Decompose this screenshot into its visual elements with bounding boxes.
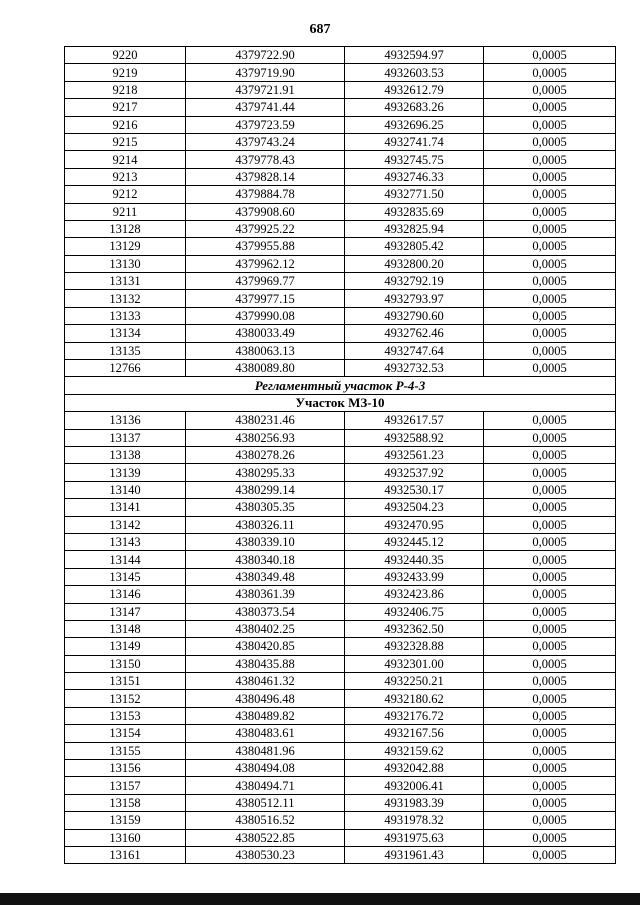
tolerance-cell: 0,0005	[484, 220, 616, 237]
x-coordinate-cell: 4380402.25	[186, 620, 345, 637]
point-number-cell: 13145	[65, 568, 186, 585]
y-coordinate-cell: 4932006.41	[345, 777, 484, 794]
tolerance-cell: 0,0005	[484, 794, 616, 811]
x-coordinate-cell: 4380435.88	[186, 655, 345, 672]
point-number-cell: 9213	[65, 168, 186, 185]
tolerance-cell: 0,0005	[484, 64, 616, 81]
x-coordinate-cell: 4380033.49	[186, 325, 345, 342]
subsection-title: Участок МЗ-10	[65, 394, 616, 411]
x-coordinate-cell: 4380305.35	[186, 499, 345, 516]
subsection-title-row	[65, 394, 616, 411]
tolerance-cell: 0,0005	[484, 81, 616, 98]
table-row	[65, 203, 616, 220]
point-number-cell: 13152	[65, 690, 186, 707]
table-row	[65, 481, 616, 498]
table-row	[65, 846, 616, 863]
y-coordinate-cell: 4932792.19	[345, 273, 484, 290]
x-coordinate-cell: 4380483.61	[186, 725, 345, 742]
section-title-row	[65, 377, 616, 394]
x-coordinate-cell: 4379962.12	[186, 255, 345, 272]
y-coordinate-cell: 4932594.97	[345, 47, 484, 64]
tolerance-cell: 0,0005	[484, 168, 616, 185]
point-number-cell: 13150	[65, 655, 186, 672]
table-row	[65, 603, 616, 620]
point-number-cell: 13138	[65, 446, 186, 463]
table-row	[65, 238, 616, 255]
x-coordinate-cell: 4379722.90	[186, 47, 345, 64]
x-coordinate-cell: 4380522.85	[186, 829, 345, 846]
point-number-cell: 13137	[65, 429, 186, 446]
section-header-group	[65, 377, 616, 412]
table-row	[65, 220, 616, 237]
table-row	[65, 99, 616, 116]
table-row	[65, 673, 616, 690]
y-coordinate-cell: 4932561.23	[345, 446, 484, 463]
y-coordinate-cell: 4932362.50	[345, 620, 484, 637]
point-number-cell: 13149	[65, 638, 186, 655]
y-coordinate-cell: 4932741.74	[345, 133, 484, 150]
tolerance-cell: 0,0005	[484, 186, 616, 203]
point-number-cell: 9217	[65, 99, 186, 116]
y-coordinate-cell: 4932445.12	[345, 533, 484, 550]
tolerance-cell: 0,0005	[484, 568, 616, 585]
table-row	[65, 81, 616, 98]
x-coordinate-cell: 4380489.82	[186, 707, 345, 724]
tolerance-cell: 0,0005	[484, 690, 616, 707]
table-row	[65, 168, 616, 185]
point-number-cell: 13148	[65, 620, 186, 637]
tolerance-cell: 0,0005	[484, 238, 616, 255]
table-row	[65, 360, 616, 377]
table-row	[65, 446, 616, 463]
y-coordinate-cell: 4932747.64	[345, 342, 484, 359]
x-coordinate-cell: 4379719.90	[186, 64, 345, 81]
y-coordinate-cell: 4932470.95	[345, 516, 484, 533]
x-coordinate-cell: 4380295.33	[186, 464, 345, 481]
y-coordinate-cell: 4932617.57	[345, 412, 484, 429]
y-coordinate-cell: 4932745.75	[345, 151, 484, 168]
y-coordinate-cell: 4931978.32	[345, 812, 484, 829]
point-number-cell: 13129	[65, 238, 186, 255]
tolerance-cell: 0,0005	[484, 742, 616, 759]
y-coordinate-cell: 4932301.00	[345, 655, 484, 672]
table-row	[65, 464, 616, 481]
x-coordinate-cell: 4380494.71	[186, 777, 345, 794]
y-coordinate-cell: 4932176.72	[345, 707, 484, 724]
table-row	[65, 516, 616, 533]
tolerance-cell: 0,0005	[484, 99, 616, 116]
y-coordinate-cell: 4932440.35	[345, 551, 484, 568]
point-number-cell: 13128	[65, 220, 186, 237]
point-number-cell: 13154	[65, 725, 186, 742]
x-coordinate-cell: 4380461.32	[186, 673, 345, 690]
page-number: 687	[309, 22, 331, 37]
table-row	[65, 690, 616, 707]
x-coordinate-cell: 4379908.60	[186, 203, 345, 220]
point-number-cell: 9216	[65, 116, 186, 133]
tolerance-cell: 0,0005	[484, 307, 616, 324]
tolerance-cell: 0,0005	[484, 481, 616, 498]
table-row	[65, 829, 616, 846]
x-coordinate-cell: 4380089.80	[186, 360, 345, 377]
tolerance-cell: 0,0005	[484, 412, 616, 429]
x-coordinate-cell: 4380420.85	[186, 638, 345, 655]
tolerance-cell: 0,0005	[484, 342, 616, 359]
x-coordinate-cell: 4380516.52	[186, 812, 345, 829]
x-coordinate-cell: 4380339.10	[186, 533, 345, 550]
table-row	[65, 777, 616, 794]
table-row	[65, 742, 616, 759]
tolerance-cell: 0,0005	[484, 673, 616, 690]
y-coordinate-cell: 4932250.21	[345, 673, 484, 690]
point-number-cell: 13132	[65, 290, 186, 307]
tolerance-cell: 0,0005	[484, 725, 616, 742]
y-coordinate-cell: 4931975.63	[345, 829, 484, 846]
tolerance-cell: 0,0005	[484, 586, 616, 603]
table-row	[65, 499, 616, 516]
table-row	[65, 151, 616, 168]
tolerance-cell: 0,0005	[484, 499, 616, 516]
x-coordinate-cell: 4380326.11	[186, 516, 345, 533]
point-number-cell: 13143	[65, 533, 186, 550]
y-coordinate-cell: 4932746.33	[345, 168, 484, 185]
y-coordinate-cell: 4932433.99	[345, 568, 484, 585]
x-coordinate-cell: 4380349.48	[186, 568, 345, 585]
table-row	[65, 551, 616, 568]
point-number-cell: 13153	[65, 707, 186, 724]
point-number-cell: 13140	[65, 481, 186, 498]
y-coordinate-cell: 4932504.23	[345, 499, 484, 516]
tolerance-cell: 0,0005	[484, 273, 616, 290]
table-row	[65, 412, 616, 429]
x-coordinate-cell: 4379925.22	[186, 220, 345, 237]
point-number-cell: 13135	[65, 342, 186, 359]
point-number-cell: 13156	[65, 760, 186, 777]
table-body-bottom	[65, 412, 616, 864]
table-row	[65, 707, 616, 724]
table-row	[65, 307, 616, 324]
table-row	[65, 133, 616, 150]
point-number-cell: 9214	[65, 151, 186, 168]
tolerance-cell: 0,0005	[484, 516, 616, 533]
point-number-cell: 9219	[65, 64, 186, 81]
tolerance-cell: 0,0005	[484, 429, 616, 446]
x-coordinate-cell: 4380530.23	[186, 846, 345, 863]
scan-edge-bar	[0, 893, 640, 905]
tolerance-cell: 0,0005	[484, 360, 616, 377]
tolerance-cell: 0,0005	[484, 133, 616, 150]
table-row	[65, 568, 616, 585]
table-row	[65, 429, 616, 446]
point-number-cell: 13141	[65, 499, 186, 516]
x-coordinate-cell: 4379828.14	[186, 168, 345, 185]
x-coordinate-cell: 4380299.14	[186, 481, 345, 498]
x-coordinate-cell: 4380256.93	[186, 429, 345, 446]
y-coordinate-cell: 4932696.25	[345, 116, 484, 133]
table-row	[65, 342, 616, 359]
tolerance-cell: 0,0005	[484, 551, 616, 568]
x-coordinate-cell: 4379778.43	[186, 151, 345, 168]
y-coordinate-cell: 4932328.88	[345, 638, 484, 655]
y-coordinate-cell: 4932612.79	[345, 81, 484, 98]
point-number-cell: 13134	[65, 325, 186, 342]
tolerance-cell: 0,0005	[484, 829, 616, 846]
tolerance-cell: 0,0005	[484, 151, 616, 168]
table-row	[65, 186, 616, 203]
coordinates-table	[64, 46, 616, 864]
point-number-cell: 9218	[65, 81, 186, 98]
table-row	[65, 47, 616, 64]
table-row	[65, 533, 616, 550]
y-coordinate-cell: 4932793.97	[345, 290, 484, 307]
tolerance-cell: 0,0005	[484, 620, 616, 637]
y-coordinate-cell: 4932732.53	[345, 360, 484, 377]
tolerance-cell: 0,0005	[484, 846, 616, 863]
table-row	[65, 655, 616, 672]
table-row	[65, 812, 616, 829]
x-coordinate-cell: 4379721.91	[186, 81, 345, 98]
point-number-cell: 9215	[65, 133, 186, 150]
point-number-cell: 13133	[65, 307, 186, 324]
y-coordinate-cell: 4932167.56	[345, 725, 484, 742]
tolerance-cell: 0,0005	[484, 446, 616, 463]
x-coordinate-cell: 4380481.96	[186, 742, 345, 759]
table-row	[65, 794, 616, 811]
x-coordinate-cell: 4380494.08	[186, 760, 345, 777]
table-row	[65, 760, 616, 777]
y-coordinate-cell: 4932683.26	[345, 99, 484, 116]
tolerance-cell: 0,0005	[484, 47, 616, 64]
tolerance-cell: 0,0005	[484, 707, 616, 724]
x-coordinate-cell: 4380512.11	[186, 794, 345, 811]
y-coordinate-cell: 4932800.20	[345, 255, 484, 272]
table-row	[65, 64, 616, 81]
x-coordinate-cell: 4379741.44	[186, 99, 345, 116]
tolerance-cell: 0,0005	[484, 777, 616, 794]
point-number-cell: 13131	[65, 273, 186, 290]
table-row	[65, 620, 616, 637]
tolerance-cell: 0,0005	[484, 533, 616, 550]
point-number-cell: 13158	[65, 794, 186, 811]
y-coordinate-cell: 4931961.43	[345, 846, 484, 863]
point-number-cell: 13136	[65, 412, 186, 429]
section-title	[65, 377, 616, 394]
point-number-cell: 13147	[65, 603, 186, 620]
y-coordinate-cell: 4932180.62	[345, 690, 484, 707]
tolerance-cell: 0,0005	[484, 290, 616, 307]
table-row	[65, 586, 616, 603]
y-coordinate-cell: 4932805.42	[345, 238, 484, 255]
point-number-cell: 13161	[65, 846, 186, 863]
y-coordinate-cell: 4932530.17	[345, 481, 484, 498]
tolerance-cell: 0,0005	[484, 325, 616, 342]
table-row	[65, 638, 616, 655]
y-coordinate-cell: 4932762.46	[345, 325, 484, 342]
y-coordinate-cell: 4932825.94	[345, 220, 484, 237]
tolerance-cell: 0,0005	[484, 812, 616, 829]
point-number-cell: 13139	[65, 464, 186, 481]
point-number-cell: 13159	[65, 812, 186, 829]
x-coordinate-cell: 4380278.26	[186, 446, 345, 463]
x-coordinate-cell: 4380496.48	[186, 690, 345, 707]
tolerance-cell: 0,0005	[484, 203, 616, 220]
table-row	[65, 116, 616, 133]
tolerance-cell: 0,0005	[484, 116, 616, 133]
x-coordinate-cell: 4379969.77	[186, 273, 345, 290]
tolerance-cell: 0,0005	[484, 603, 616, 620]
table-row	[65, 273, 616, 290]
point-number-cell: 13151	[65, 673, 186, 690]
y-coordinate-cell: 4932406.75	[345, 603, 484, 620]
point-number-cell: 9220	[65, 47, 186, 64]
point-number-cell: 13160	[65, 829, 186, 846]
x-coordinate-cell: 4379977.15	[186, 290, 345, 307]
table-row	[65, 255, 616, 272]
x-coordinate-cell: 4380373.54	[186, 603, 345, 620]
table-row	[65, 290, 616, 307]
point-number-cell: 12766	[65, 360, 186, 377]
x-coordinate-cell: 4379884.78	[186, 186, 345, 203]
y-coordinate-cell: 4932790.60	[345, 307, 484, 324]
x-coordinate-cell: 4380231.46	[186, 412, 345, 429]
y-coordinate-cell: 4932835.69	[345, 203, 484, 220]
point-number-cell: 13155	[65, 742, 186, 759]
point-number-cell: 9211	[65, 203, 186, 220]
y-coordinate-cell: 4932159.62	[345, 742, 484, 759]
tolerance-cell: 0,0005	[484, 655, 616, 672]
section-title-text: Регламентный участок Р-4-3	[254, 377, 426, 393]
y-coordinate-cell: 4932771.50	[345, 186, 484, 203]
x-coordinate-cell: 4379723.59	[186, 116, 345, 133]
x-coordinate-cell: 4379743.24	[186, 133, 345, 150]
table-body-top	[65, 47, 616, 377]
y-coordinate-cell: 4931983.39	[345, 794, 484, 811]
y-coordinate-cell: 4932537.92	[345, 464, 484, 481]
tolerance-cell: 0,0005	[484, 760, 616, 777]
point-number-cell: 13146	[65, 586, 186, 603]
table-row	[65, 725, 616, 742]
x-coordinate-cell: 4379955.88	[186, 238, 345, 255]
point-number-cell: 13142	[65, 516, 186, 533]
point-number-cell: 13144	[65, 551, 186, 568]
tolerance-cell: 0,0005	[484, 638, 616, 655]
y-coordinate-cell: 4932042.88	[345, 760, 484, 777]
y-coordinate-cell: 4932588.92	[345, 429, 484, 446]
point-number-cell: 13157	[65, 777, 186, 794]
point-number-cell: 13130	[65, 255, 186, 272]
point-number-cell: 9212	[65, 186, 186, 203]
tolerance-cell: 0,0005	[484, 464, 616, 481]
tolerance-cell: 0,0005	[484, 255, 616, 272]
y-coordinate-cell: 4932423.86	[345, 586, 484, 603]
table-row	[65, 325, 616, 342]
y-coordinate-cell: 4932603.53	[345, 64, 484, 81]
x-coordinate-cell: 4380340.18	[186, 551, 345, 568]
x-coordinate-cell: 4380063.13	[186, 342, 345, 359]
x-coordinate-cell: 4379990.08	[186, 307, 345, 324]
x-coordinate-cell: 4380361.39	[186, 586, 345, 603]
